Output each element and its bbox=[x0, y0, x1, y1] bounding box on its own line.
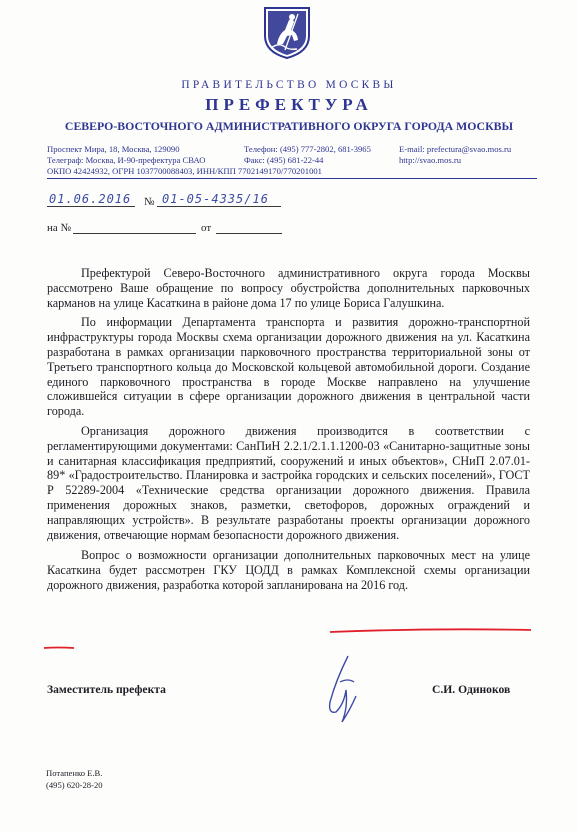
number-sign: № bbox=[144, 196, 155, 208]
executor-name: Потапенко Е.В. bbox=[46, 768, 103, 778]
government-title: ПРАВИТЕЛЬСТВО МОСКВЫ bbox=[181, 79, 397, 91]
signer-position: Заместитель префекта bbox=[47, 683, 166, 696]
paragraph-1: Префектурой Северо-Восточного административного округа города Москвы рассмотрено Ваше обращение по вопросу обустройства дополнительных парковочных карманов на улице Касаткина в районе дома 17 по улице Бориса Галушкина. bbox=[47, 266, 530, 310]
email-text: E-mail: prefectura@svao.mos.ru bbox=[399, 144, 512, 154]
reply-to-label: на № bbox=[47, 222, 72, 234]
executor-phone: (495) 620-28-20 bbox=[46, 780, 103, 790]
address-text: Проспект Мира, 18, Москва, 129090 bbox=[47, 144, 180, 154]
underlined-highlight: которой запланирована на 2016 год bbox=[222, 577, 406, 592]
fax-text: Факс: (495) 681-22-44 bbox=[244, 155, 324, 165]
executor-block bbox=[46, 767, 103, 791]
okrug-title: СЕВЕРО-ВОСТОЧНОГО АДМИНИСТРАТИВНОГО ОКРУГА ГОРОДА МОСКВЫ bbox=[64, 119, 514, 133]
prefecture-title: ПРЕФЕКТУРА bbox=[205, 95, 373, 114]
handwritten-signature bbox=[318, 652, 368, 730]
telegraph-text: Телеграф: Москва, И-90-префектура СВАО bbox=[47, 155, 206, 165]
phone-text: Телефон: (495) 777-2802, 681-3965 bbox=[244, 144, 371, 154]
paragraph-2: По информации Департамента транспорта и развития дорожно-транспортной инфраструктуры города Москвы схема организации дорожного движения на ул. Касаткина разработана в рамках организации парковочного пространства территориальной зоны от Третьего транспортного кольца до Московской кольцевой автомобильной дороги. Создание единого парковочного пространства в городе Москве направлено на улучшение сложившейся ситуации в сфере организации дорожного движения в центральной части города. bbox=[47, 315, 530, 419]
paragraph-4-end: . bbox=[405, 577, 409, 592]
from-label: от bbox=[201, 222, 212, 234]
website-text: http://svao.mos.ru bbox=[399, 155, 462, 165]
paragraph-3: Организация дорожного движения производится в соответствии с регламентирующими документами: СанПиН 2.2.1/2.1.1.1200-03 «Санитарно-защитные зоны и санитарная классификация предприятий, сооружений и иных объектов», СНиП 2.07.01-89* «Градостроительство. Планировка и застройка городских и сельских поселений», ГОСТ Р 52289-2004 «Технические средства организации дорожного движения. Правила применения дорожных знаков, разметки, светофоров, дорожных ограждений и направляющих устройств». В результате разработаны проекты организации дорожного движения, отвечающие нормам безопасности дорожного движения. bbox=[47, 423, 530, 542]
paragraph-4-start: Вопрос о возможности организации дополнительных парковочных мест на улице Касаткина будет рассмотрен ГКУ ЦОДД в рамках Комплексной схемы организации дорожного движения, разработка bbox=[47, 548, 530, 592]
handwritten-date: 01.06.2016 bbox=[49, 192, 132, 206]
handwritten-number: 01-05-4335/16 bbox=[162, 192, 269, 206]
signer-name: С.И. Одиноков bbox=[432, 683, 511, 696]
okpo-text: ОКПО 42424932, ОГРН 1037700088403, ИНН/КПП 7702149170/770201001 bbox=[47, 166, 322, 176]
